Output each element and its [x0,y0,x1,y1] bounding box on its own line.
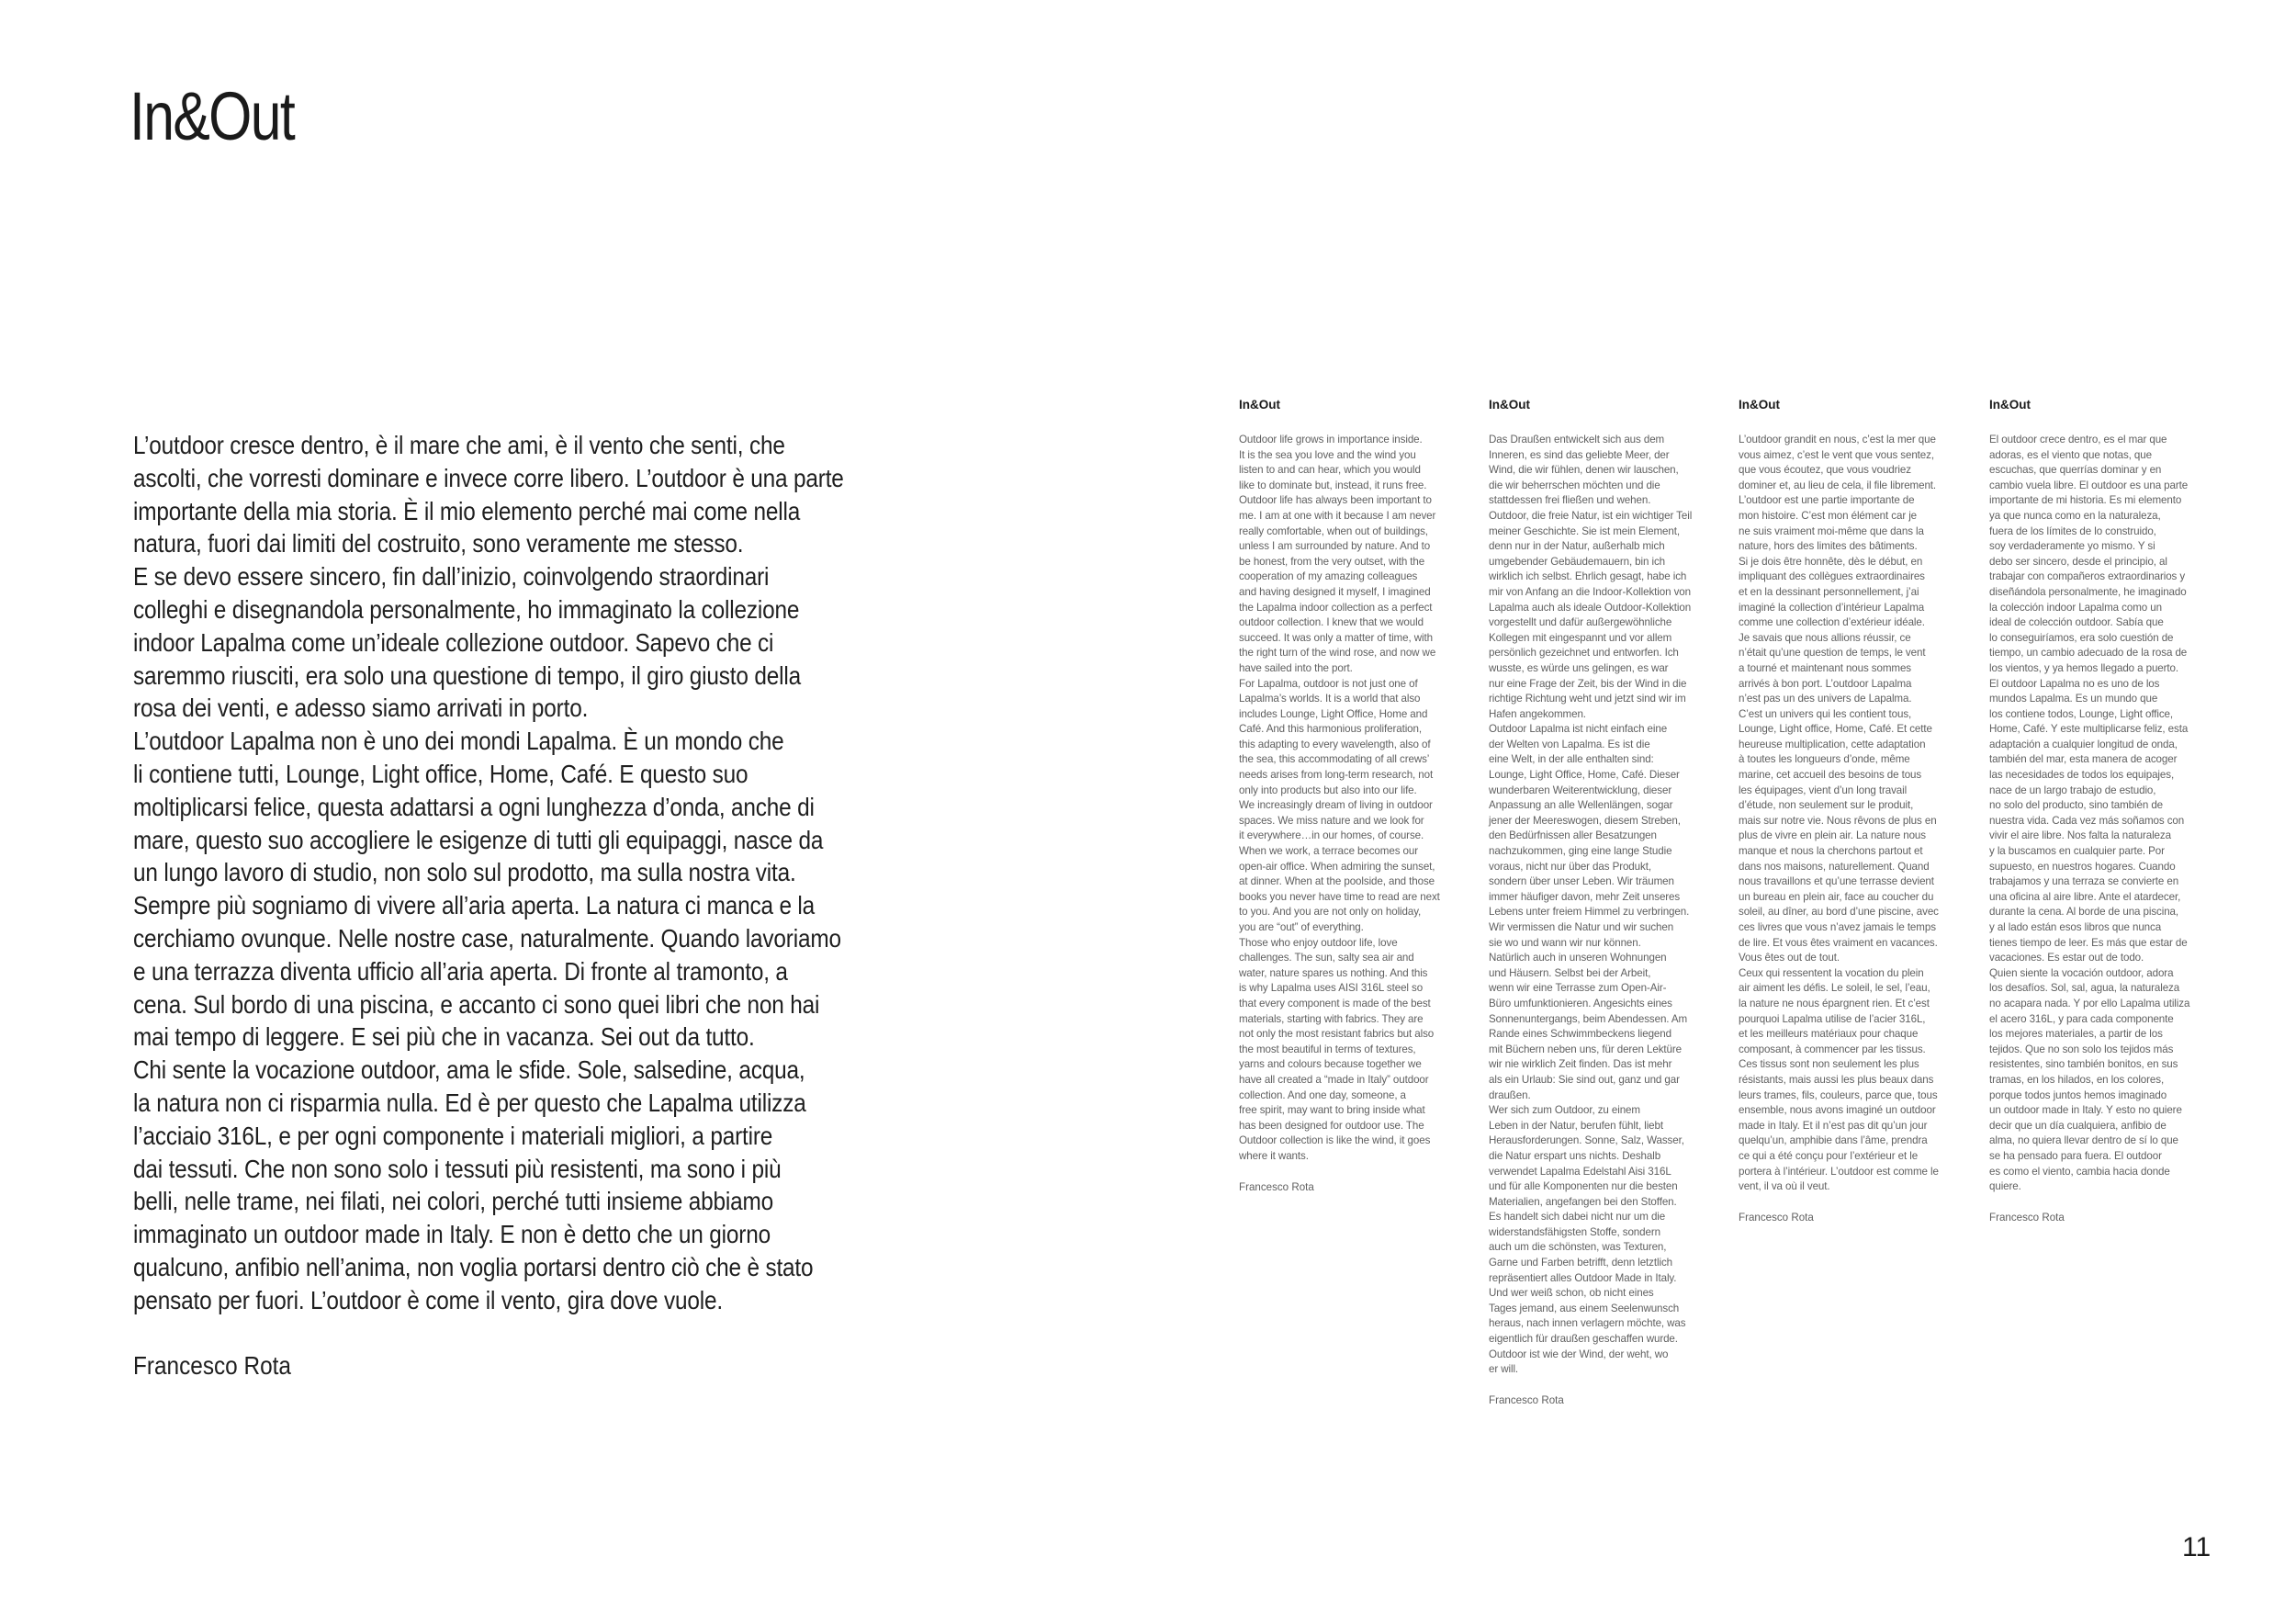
german-signature: Francesco Rota [1489,1393,1564,1406]
french-body: L’outdoor grandit en nous, c’est la mer que vous aimez, c’est le vent que vous sentez, que vous écoutez, que vous voudriez dominer et, au lieu de cela, il file librement. L’outdoor est une partie importante de mon histoire. C’est mon élément car je ne suis vraiment moi-même que dans la nature, hors des limites des bâtiments. Si je dois être honnête, dès le début, en impliquant des collègues extraordinaires et en la dessinant personnellement, j’ai imaginé la collection d’intérieur Lapalma comme une collection d’extérieur idéale. Je savais que nous allions réussir, ce n’était qu’une question de temps, le vent a tourné et maintenant nous sommes arrivés à bon port. L’outdoor Lapalma n’est pas un des univers de Lapalma. C’est un univers qui les contient tous, Lounge, Light office, Home, Café. Et cette heureuse multiplication, cette adaptation à toutes les longueurs d’onde, même marine, cet accueil des besoins de tous les équipages, vient d’un long travail d’étude, non seulement sur le produit, mais sur notre vie. Nous rêvons de plus en plus de vivre en plein air. La nature nous manque et nous la cherchons partout et dans nos maisons, naturellement. Quand nous travaillons et qu’une terrasse devient un bureau en plein air, face au coucher du soleil, au dîner, au bord d’une piscine, avec ces livres que vous n’avez jamais le temps de lire. Et vous êtes vraiment en vacances. Vous êtes out de tout. Ceux qui ressentent la vocation du plein air aiment les défis. Le soleil, le sel, l’eau, la nature ne nous épargnent rien. Et c’est pourquoi Lapalma utilise de l’acier 316L, et les meilleurs matériaux pour chaque composant, à commencer par les tissus. Ces tissus sont non seulement les plus résistants, mais aussi les plus beaux dans leurs trames, fils, couleurs, parce que, tous ensemble, nous avons imaginé un outdoor made in Italy. Et il n’est pas dit qu’un jour quelqu’un, amphibie dans l’âme, prendra ce qui a été conçu pour l’extérieur et le portera à l’intérieur. L’outdoor est comme le vent, il va où il veut. [1739,434,1939,1193]
english-heading: In&Out [1239,398,1280,412]
german-body: Das Draußen entwickelt sich aus dem Inneren, es sind das geliebte Meer, der Wind, die wir fühlen, denen wir lauschen, die wir beherrschen möchten und die stattdessen frei fließen und wehen. Outdoor, die freie Natur, ist ein wichtiger Teil meiner Geschichte. Sie ist mein Element, denn nur in der Natur, außerhalb mich umgebender Gebäudemauern, bin ich wirklich ich selbst. Ehrlich gesagt, habe ich mir von Anfang an die Indoor-Kollektion von Lapalma auch als ideale Outdoor-Kollektion vorgestellt und dafür außergewöhnliche Kollegen mit eingespannt und vor allem persönlich gezeichnet und entworfen. Ich wusste, es würde uns gelingen, es war nur eine Frage der Zeit, bis der Wind in die richtige Richtung weht und jetzt sind wir im Hafen angekommen. Outdoor Lapalma ist nicht einfach eine der Welten von Lapalma. Es ist die eine Welt, in der alle enthalten sind: Lounge, Light Office, Home, Café. Dieser wunderbaren Weiterentwicklung, dieser Anpassung an alle Wellenlängen, sogar jener der Meereswogen, diesem Streben, den Bedürfnissen aller Besatzungen nachzukommen, ging eine lange Studie voraus, nicht nur über das Produkt, sondern über unser Leben. Wir träumen immer häufiger davon, mehr Zeit unseres Lebens unter freiem Himmel zu verbringen. Wir vermissen die Natur und wir suchen sie wo und wann wir nur können. Natürlich auch in unseren Wohnungen und Häusern. Selbst bei der Arbeit, wenn wir eine Terrasse zum Open-Air- Büro umfunktionieren. Angesichts eines Sonnenuntergangs, beim Abendessen. Am Rande eines Schwimmbeckens liegend mit Büchern neben uns, für deren Lektüre wir nie wirklich Zeit finden. Das ist mehr als ein Urlaub: Sie sind out, ganz und gar draußen. Wer sich zum Outdoor, zu einem Leben in der Natur, berufen fühlt, liebt Herausforderungen. Sonne, Salz, Wasser, die Natur erspart uns nichts. Deshalb verwendet Lapalma Edelstahl Aisi 316L und für alle Komponenten nur die besten Materialien, angefangen bei den Stoffen. Es handelt sich dabei nicht nur um die widerstandsfähigsten Stoffe, sondern auch um die schönsten, was Texturen, Garne und Farben betrifft, denn letztlich repräsentiert alles Outdoor Made in Italy. Und wer weiß schon, ob nicht eines Tages jemand, aus einem Seelenwunsch heraus, nach innen verlagern möchte, was eigentlich für draußen geschaffen wurde. Outdoor ist wie der Wind, der weht, wo er will. [1489,434,1693,1376]
spanish-column [1989,397,2256,1225]
spanish-heading: In&Out [1989,398,2031,412]
spanish-body: El outdoor crece dentro, es el mar que adoras, es el viento que notas, que escuchas, que querrías dominar y en cambio vuela libre. El outdoor es una parte importante de mi historia. Es mi elemento ya que nunca como en la naturaleza, fuera de los límites de lo construido, soy verdaderamente yo mismo. Y si debo ser sincero, desde el principio, al trabajar con compañeros extraordinarios y diseñándola personalmente, he imaginado la colección indoor Lapalma como un ideal de colección outdoor. Sabía que lo conseguiríamos, era solo cuestión de tiempo, un cambio adecuado de la rosa de los vientos, y ya hemos llegado a puerto. El outdoor Lapalma no es uno de los mundos Lapalma. Es un mundo que los contiene todos, Lounge, Light office, Home, Café. Y este multiplicarse feliz, esta adaptación a cualquier longitud de onda, también del mar, esta manera de acoger las necesidades de todos los equipajes, nace de un largo trabajo de estudio, no solo del producto, sino también de nuestra vida. Cada vez más soñamos con vivir el aire libre. Nos falta la naturaleza y la buscamos en cualquier parte. Por supuesto, en nuestros hogares. Cuando trabajamos y una terraza se convierte en una oficina al aire libre. Ante el atardecer, durante la cena. Al borde de una piscina, y al lado están esos libros que nunca tienes tiempo de leer. Es más que estar de vacaciones. Es estar out de todo. Quien siente la vocación outdoor, adora los desafíos. Sol, sal, agua, la naturaleza no acapara nada. Y por ello Lapalma utiliza el acero 316L, y para cada componente los mejores materiales, a partir de los tejidos. Que no son solo los tejidos más resistentes, sino también bonitos, en sus tramas, en los hilados, en los colores, porque todos juntos hemos imaginado un outdoor made in Italy. Y esto no quiere decir que un día cualquiera, anfibio de alma, no quiera llevar dentro de sí lo que se ha pensado para fuera. El outdoor es como el viento, cambia hacia donde quiere. [1989,434,2190,1193]
french-column [1739,397,2005,1225]
italian-text-block [133,429,852,1382]
page-title: In&Out [129,78,295,154]
english-column [1239,397,1505,1195]
italian-body: L’outdoor cresce dentro, è il mare che ami, è il vento che senti, che ascolti, che vorresti dominare e invece corre libero. L’outdoor è una parte importante della mia storia. È il mio elemento perché mai come nella natura, fuori dai limiti del costruito, sono veramente me stesso. E se devo essere sincero, fin dall’inizio, coinvolgendo straordinari colleghi e disegnandola personalmente, ho immaginato la collezione indoor Lapalma come un’ideale collezione outdoor. Sapevo che ci saremmo riusciti, era solo una questione di tempo, il giro giusto della rosa dei venti, e adesso siamo arrivati in porto. L’outdoor Lapalma non è uno dei mondi Lapalma. È un mondo che li contiene tutti, Lounge, Light office, Home, Café. E questo suo moltiplicarsi felice, questa adattarsi a ogni lunghezza d’onda, anche di mare, questo suo accogliere le esigenze di tutti gli equipaggi, nasce da un lungo lavoro di studio, non solo sul prodotto, ma sulla nostra vita. Sempre più sogniamo di vivere all’aria aperta. La natura ci manca e la cerchiamo ovunque. Nelle nostre case, naturalmente. Quando lavoriamo e una terrazza diventa ufficio all’aria aperta. Di fronte al tramonto, a cena. Sul bordo di una piscina, e accanto ci sono quei libri che non hai mai tempo di leggere. E sei più che in vacanza. Sei out da tutto. Chi sente la vocazione outdoor, ama le sfide. Sole, salsedine, acqua, la natura non ci risparmia nulla. Ed è per questo che Lapalma utilizza l’acciaio 316L, e per ogni componente i materiali migliori, a partire dai tessuti. Che non sono solo i tessuti più resistenti, ma sono i più belli, nelle trame, nei filati, nei colori, perché tutti insieme abbiamo immaginato un outdoor made in Italy. E non è detto che un giorno qualcuno, anfibio nell’anima, non voglia portarsi dentro ciò che è stato pensato per fuori. L’outdoor è come il vento, gira dove vuole. [133,431,844,1314]
page-number: 11 [2182,1532,2212,1562]
english-signature: Francesco Rota [1239,1180,1314,1193]
italian-signature: Francesco Rota [133,1350,291,1380]
german-column [1489,397,1755,1408]
english-body: Outdoor life grows in importance inside. It is the sea you love and the wind you listen to and can hear, which you would like to dominate but, instead, it runs free. Outdoor life has always been important to me. I am at one with it because I am never really comfortable, when out of buildings, unless I am surrounded by nature. And to be honest, from the very outset, with the cooperation of my amazing colleagues and having designed it myself, I imagined the Lapalma indoor collection as a perfect outdoor collection. I knew that we would succeed. It was only a matter of time, with the right turn of the wind rose, and now we have sailed into the port. For Lapalma, outdoor is not just one of Lapalma’s worlds. It is a world that also includes Lounge, Light Office, Home and Café. And this harmonious proliferation, this adapting to every wavelength, also of the sea, this accommodating of all crews’ needs arises from long-term research, not only into products but also into our life. We increasingly dream of living in outdoor spaces. We miss nature and we look for it everywhere…in our homes, of course. When we work, a terrace becomes our open-air office. When admiring the sunset, at dinner. When at the poolside, and those books you never have time to read are next to you. And you are not only on holiday, you are “out” of everything. Those who enjoy outdoor life, love challenges. The sun, salty sea air and water, nature spares us nothing. And this is why Lapalma uses AISI 316L steel so that every component is made of the best materials, starting with fabrics. They are not only the most resistant fabrics but also the most beautiful in terms of textures, yarns and colours because together we have all created a “made in Italy” outdoor collection. And one day, someone, a free spirit, may want to bring inside what has been designed for outdoor use. The Outdoor collection is like the wind, it goes where it wants. [1239,434,1440,1162]
spanish-signature: Francesco Rota [1989,1211,2065,1224]
french-heading: In&Out [1739,398,1780,412]
french-signature: Francesco Rota [1739,1211,1814,1224]
german-heading: In&Out [1489,398,1530,412]
